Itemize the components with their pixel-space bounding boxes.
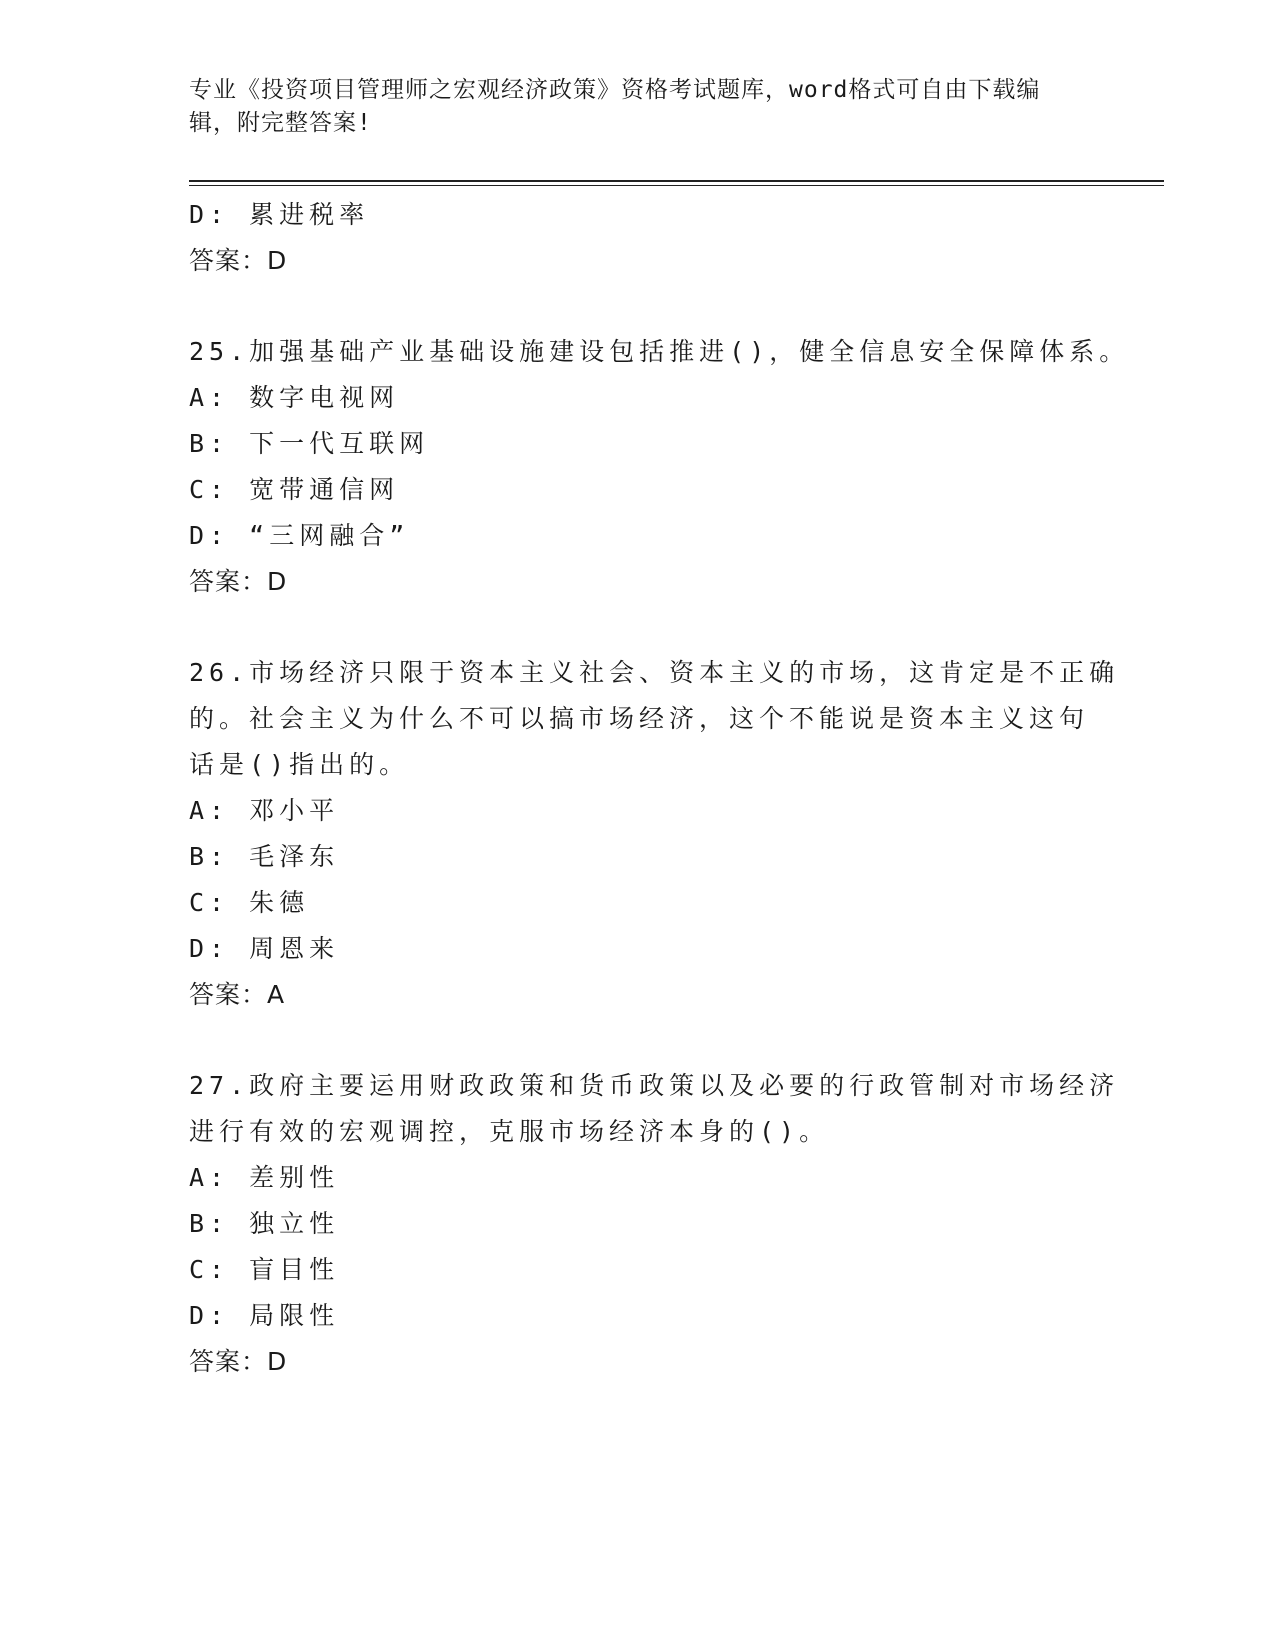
question-26: [189, 650, 1120, 1018]
option-d: D: “三网融合”: [189, 521, 410, 550]
option-d: D: 局限性: [189, 1301, 340, 1330]
option-b: B: 独立性: [189, 1209, 340, 1238]
answer-line: 答案：D: [189, 567, 288, 596]
header-divider-thick: [189, 180, 1164, 182]
option-c: C: 盲目性: [189, 1255, 340, 1284]
spacer: [189, 605, 1089, 650]
option-c: C: 朱德: [189, 888, 310, 917]
header-line-2: 辑，附完整答案!: [189, 110, 372, 136]
question-25: [189, 329, 1130, 605]
question-stem-line-1: 27.政府主要运用财政政策和货币政策以及必要的行政管制对市场经济: [189, 1071, 1120, 1100]
previous-question-tail: [189, 192, 1089, 284]
option-d: D: 周恩来: [189, 934, 340, 963]
option-c: C: 宽带通信网: [189, 475, 400, 504]
option-a: A: 邓小平: [189, 796, 340, 825]
question-stem-line-1: 26.市场经济只限于资本主义社会、资本主义的市场，这肯定是不正确: [189, 658, 1120, 687]
question-stem: 25.加强基础产业基础设施建设包括推进()，健全信息安全保障体系。: [189, 337, 1130, 366]
option-a: A: 数字电视网: [189, 383, 400, 412]
option-d: D: 累进税率: [189, 200, 370, 229]
spacer: [189, 284, 1089, 329]
option-b: B: 下一代互联网: [189, 429, 430, 458]
answer-line: 答案：D: [189, 1347, 288, 1376]
option-b: B: 毛泽东: [189, 842, 340, 871]
spacer: [189, 1018, 1089, 1063]
question-stem-line-2: 的。社会主义为什么不可以搞市场经济，这个不能说是资本主义这句: [189, 704, 1090, 733]
answer-line: 答案：D: [189, 246, 288, 275]
document-header: [189, 74, 1069, 140]
option-a: A: 差别性: [189, 1163, 340, 1192]
answer-line: 答案：A: [189, 980, 286, 1009]
header-line-1: 专业《投资项目管理师之宏观经济政策》资格考试题库，word格式可自由下载编: [189, 77, 1041, 103]
question-stem-line-2: 进行有效的宏观调控，克服市场经济本身的()。: [189, 1117, 830, 1146]
question-list: [189, 192, 1130, 1385]
header-divider-thin: [189, 185, 1164, 186]
question-27: [189, 1063, 1120, 1385]
question-stem-line-3: 话是()指出的。: [189, 750, 410, 779]
